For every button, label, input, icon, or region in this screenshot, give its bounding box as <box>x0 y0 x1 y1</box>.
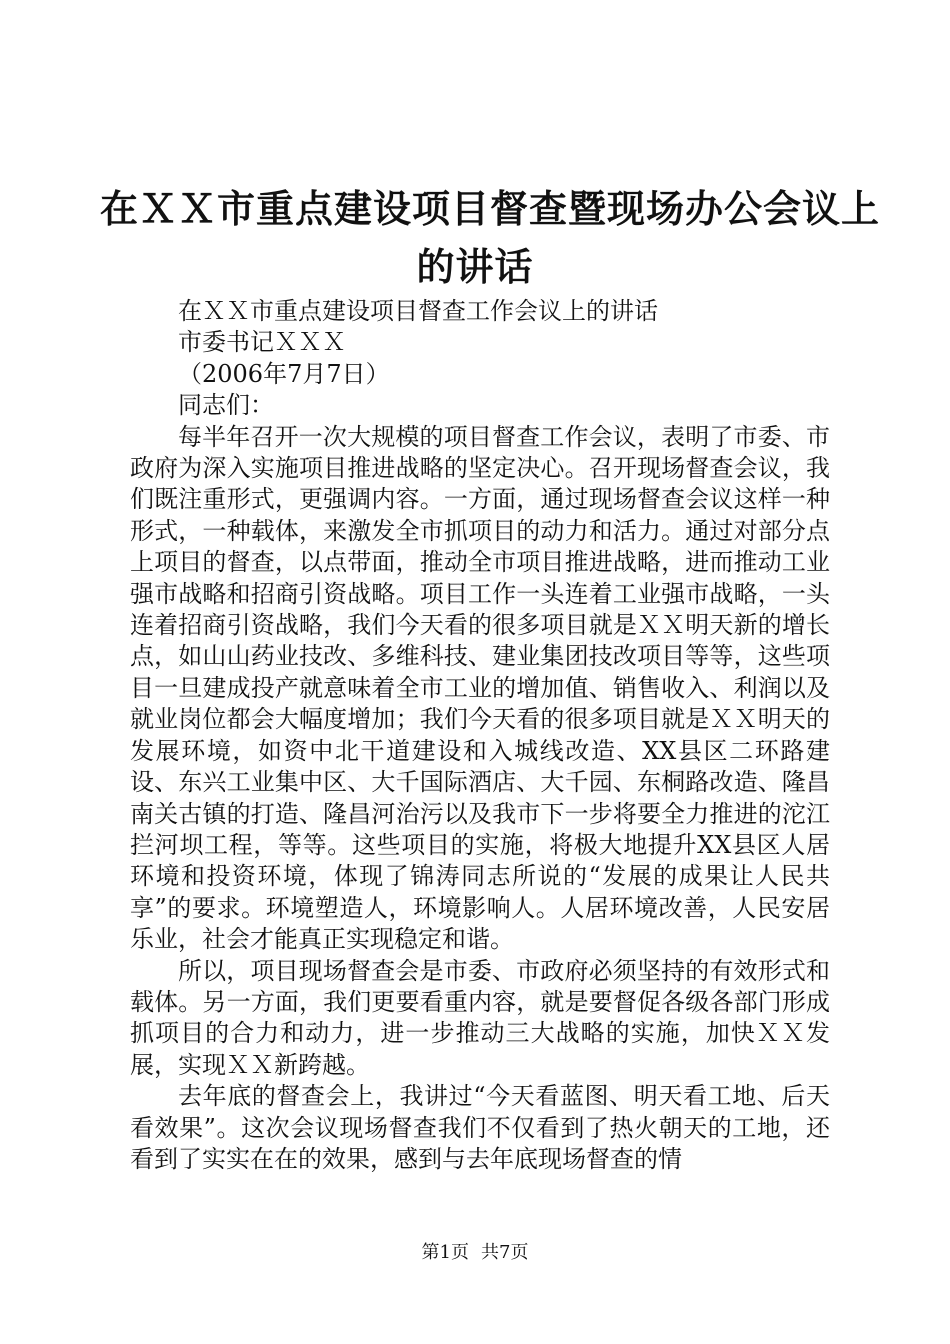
salutation: 同志们： <box>178 391 274 420</box>
page-footer <box>0 1241 950 1265</box>
speaker-line: 市委书记ＸＸＸ <box>178 328 346 357</box>
paragraph-3: 去年底的督查会上，我讲过“今天看蓝图、明天看工地、后天看效果”。这次会议现场督查我们不仅看到了热火朝天的工地，还看到了实实在在的效果，感到与去年底现场督查的情 <box>130 1082 830 1173</box>
title-line-2: 的讲话 <box>416 244 534 289</box>
document-body <box>130 296 830 1175</box>
speech-subtitle: 在ＸＸ市重点建设项目督查工作会议上的讲话 <box>178 297 658 325</box>
document-title <box>100 180 881 296</box>
page-number: 第1页 <box>421 1242 469 1263</box>
title-line-1: 在ＸＸ市重点建设项目督查暨现场办公会议上 <box>100 186 881 231</box>
page-total: 共7页 <box>481 1242 529 1263</box>
paragraph-2: 所以，项目现场督查会是市委、市政府必须坚持的有效形式和载体。另一方面，我们更要看重内容，就是要督促各级各部门形成抓项目的合力和动力，进一步推动三大战略的实施，加快ＸＸ发展，实现ＸＸ新跨越。 <box>130 956 830 1079</box>
paragraph-1: 每半年召开一次大规模的项目督查工作会议，表明了市委、市政府为深入实施项目推进战略的坚定决心。召开现场督查会议，我们既注重形式，更强调内容。一方面，通过现场督查会议这样一种形式，一种载体，来激发全市抓项目的动力和活力。通过对部分点上项目的督查，以点带面，推动全市项目推进战略，进而推动工业强市战略和招商引资战略。项目工作一头连着工业强市战略，一头连着招商引资战略，我们今天看的很多项目就是ＸＸ明天新的增长点，如山山药业技改、多维科技、建业集团技改项目等等，这些项目一旦建成投产就意味着全市工业的增加值、销售收入、利润以及就业岗位都会大幅度增加；我们今天看的很多项目就是ＸＸ明天的发展环境，如资中北干道建设和入城线改造、XX县区二环路建设、东兴工业集中区、大千国际酒店、大千园、东桐路改造、隆昌南关古镇的打造、隆昌河治污以及我市下一步将要全力推进的沱江拦河坝工程，等等。这些项目的实施，将极大地提升XX县区人居环境和投资环境，体现了锦涛同志所说的“发展的成果让人民共享”的要求。环境塑造人，环境影响人。人居环境改善，人民安居乐业，社会才能真正实现稳定和谐。 <box>130 422 830 954</box>
date-line: （2006年7月7日） <box>178 359 390 388</box>
